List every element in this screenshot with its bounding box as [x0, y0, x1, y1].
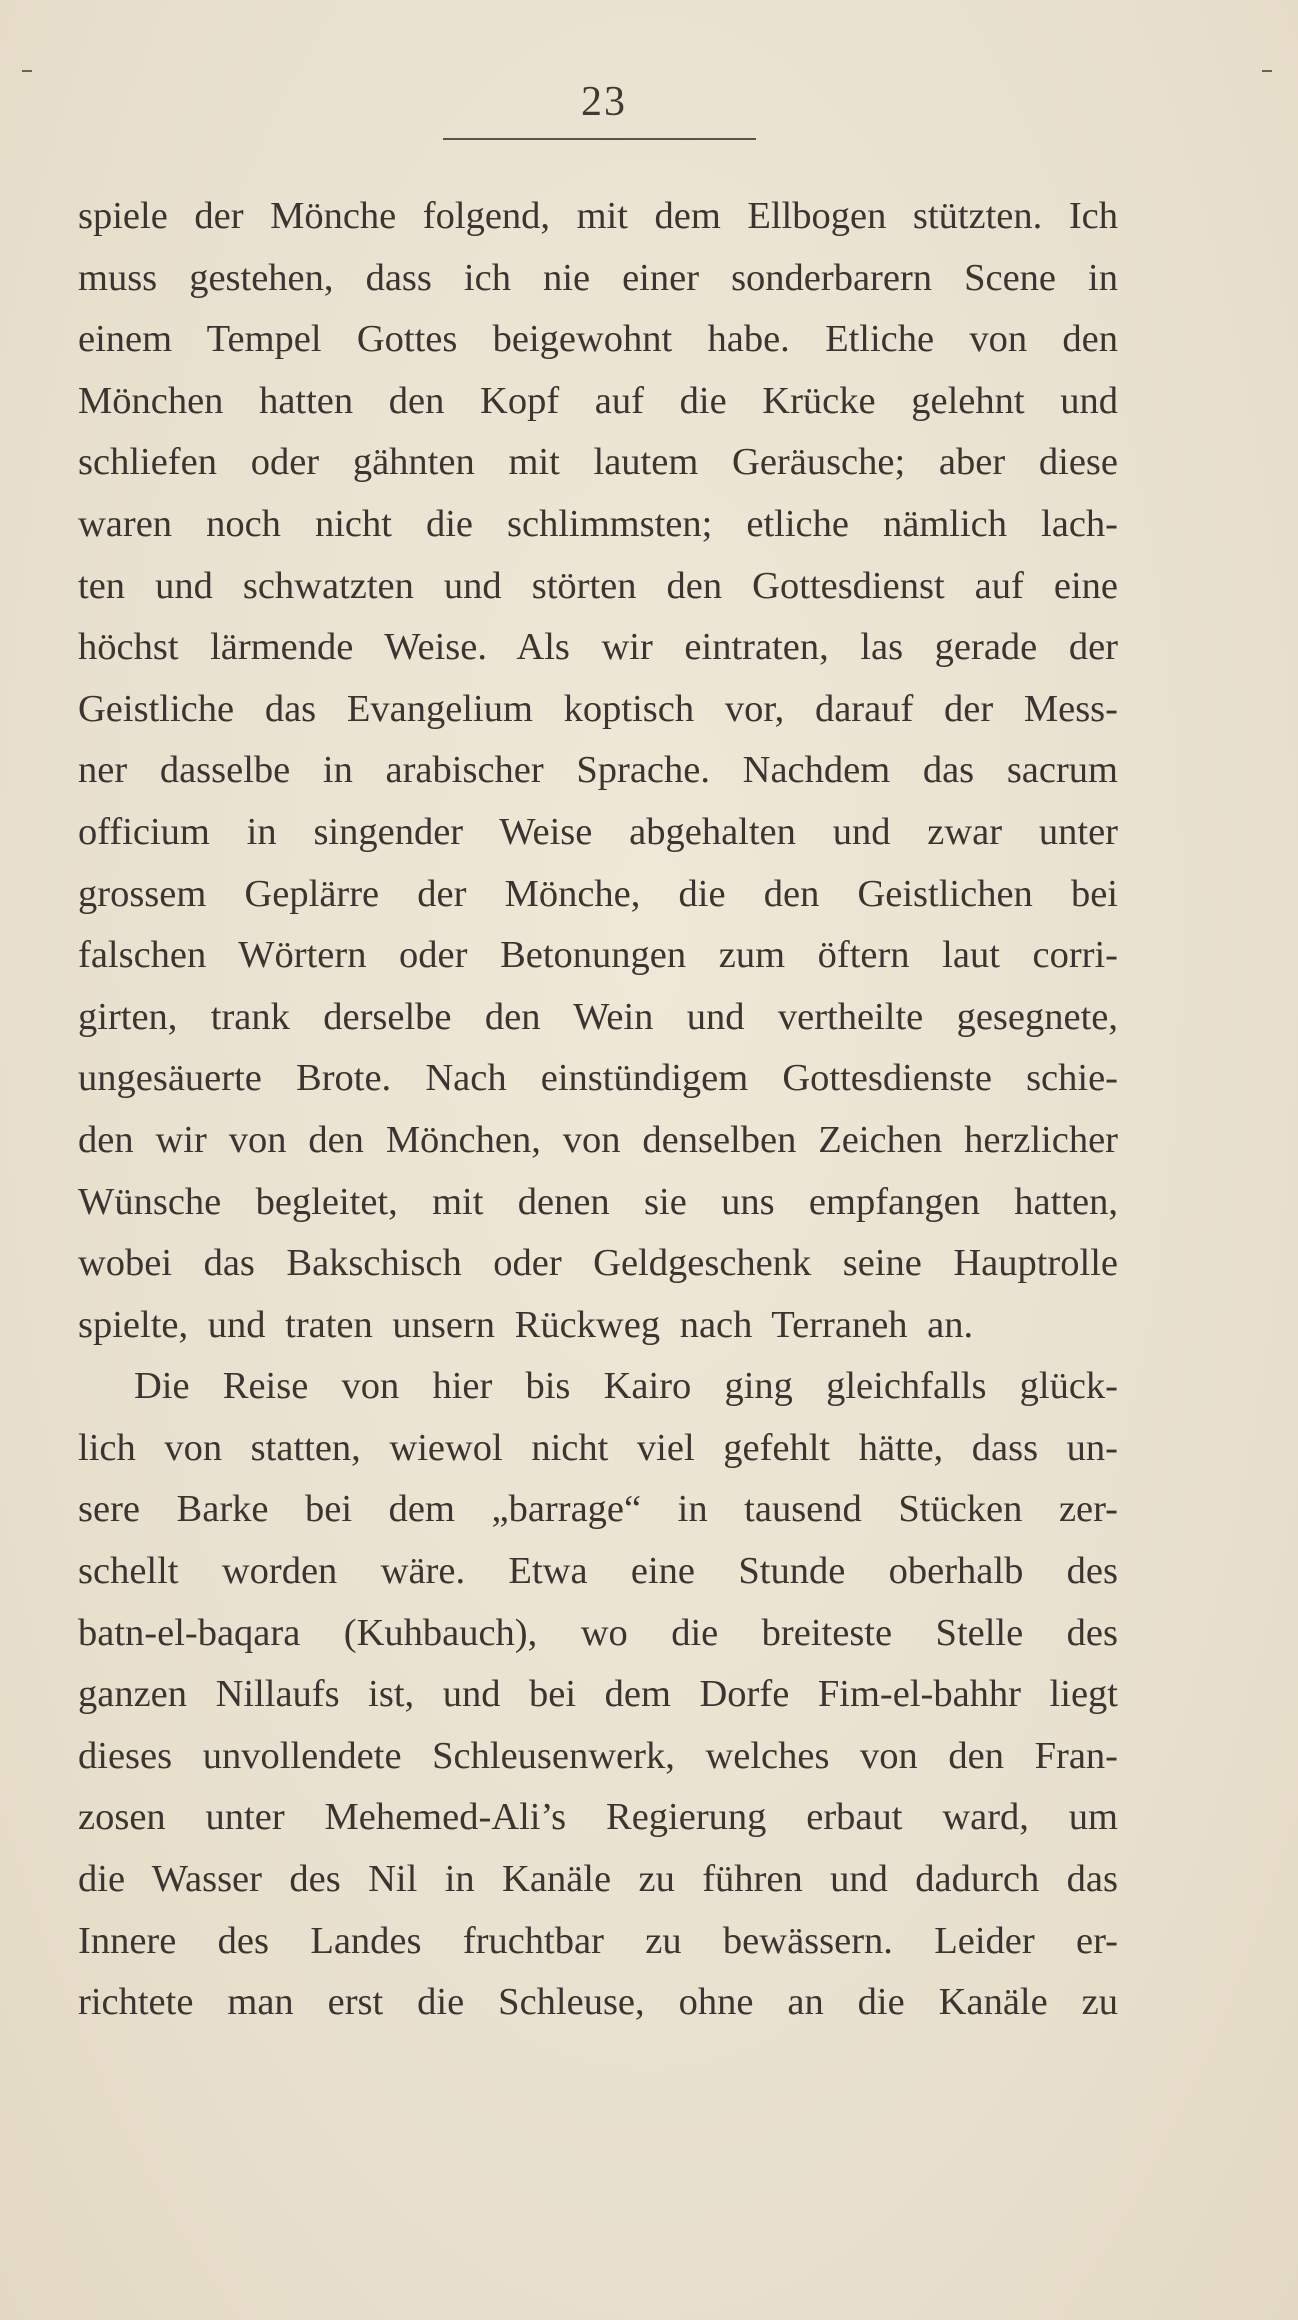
paragraph-2: [78, 1356, 1118, 2034]
text-line: spielte, und traten unsern Rückweg nach Terraneh an.: [78, 1303, 974, 1346]
text-line: ungesäuerte Brote. Nach einstündigem Gottesdienste schie-: [78, 1057, 1118, 1100]
text-line: wobei das Bakschisch oder Geldgeschenk seine Hauptrolle: [78, 1242, 1118, 1285]
text-line: ganzen Nillaufs ist, und bei dem Dorfe Fim-el-bahhr liegt: [78, 1673, 1118, 1716]
paragraph-1: [78, 186, 1118, 1356]
text-line: grossem Geplärre der Mönche, die den Geistlichen bei: [78, 872, 1118, 915]
text-line: Geistliche das Evangelium koptisch vor, darauf der Mess-: [78, 687, 1118, 730]
text-line: sere Barke bei dem „barrage“ in tausend Stücken zer-: [78, 1488, 1118, 1531]
text-line: die Wasser des Nil in Kanäle zu führen und dadurch das: [78, 1858, 1118, 1901]
text-line: ner dasselbe in arabischer Sprache. Nachdem das sacrum: [78, 749, 1118, 792]
text-line: ten und schwatzten und störten den Gottesdienst auf eine: [78, 564, 1118, 607]
text-line: Mönchen hatten den Kopf auf die Krücke gelehnt und: [78, 379, 1118, 422]
text-line: höchst lärmende Weise. Als wir eintraten, las gerade der: [78, 626, 1118, 669]
text-line: dieses unvollendete Schleusenwerk, welches von den Fran-: [78, 1734, 1118, 1777]
text-line: muss gestehen, dass ich nie einer sonderbarern Scene in: [78, 256, 1118, 299]
text-line: Die Reise von hier bis Kairo ging gleichfalls glück-: [134, 1365, 1118, 1408]
text-line: girten, trank derselbe den Wein und vertheilte gesegnete,: [78, 995, 1118, 1038]
header-rule: [443, 138, 756, 140]
text-line: batn-el-baqara (Kuhbauch), wo die breiteste Stelle des: [78, 1611, 1118, 1654]
text-line: lich von statten, wiewol nicht viel gefehlt hätte, dass un-: [78, 1426, 1118, 1469]
text-line: den wir von den Mönchen, von denselben Zeichen herzlicher: [78, 1118, 1118, 1161]
text-line: falschen Wörtern oder Betonungen zum öftern laut corri-: [78, 934, 1118, 977]
text-line: Innere des Landes fruchtbar zu bewässern. Leider er-: [78, 1919, 1118, 1962]
text-line: schliefen oder gähnten mit lautem Geräusche; aber diese: [78, 441, 1118, 484]
text-line: waren noch nicht die schlimmsten; etliche nämlich lach-: [78, 502, 1118, 545]
text-line: einem Tempel Gottes beigewohnt habe. Etliche von den: [78, 318, 1118, 361]
text-line: spiele der Mönche folgend, mit dem Ellbogen stützten. Ich: [78, 195, 1118, 237]
margin-mark-right: [1262, 70, 1272, 72]
text-line: richtete man erst die Schleuse, ohne an die Kanäle zu: [78, 1981, 1118, 2024]
body-text: [78, 186, 1118, 2034]
text-line: zosen unter Mehemed-Ali’s Regierung erbaut ward, um: [78, 1796, 1118, 1839]
text-line: Wünsche begleitet, mit denen sie uns empfangen hatten,: [78, 1180, 1118, 1223]
text-line: officium in singender Weise abgehalten und zwar unter: [78, 810, 1118, 853]
margin-mark-left: [22, 70, 32, 72]
page-number: 23: [581, 79, 627, 125]
text-line: schellt worden wäre. Etwa eine Stunde oberhalb des: [78, 1550, 1118, 1593]
